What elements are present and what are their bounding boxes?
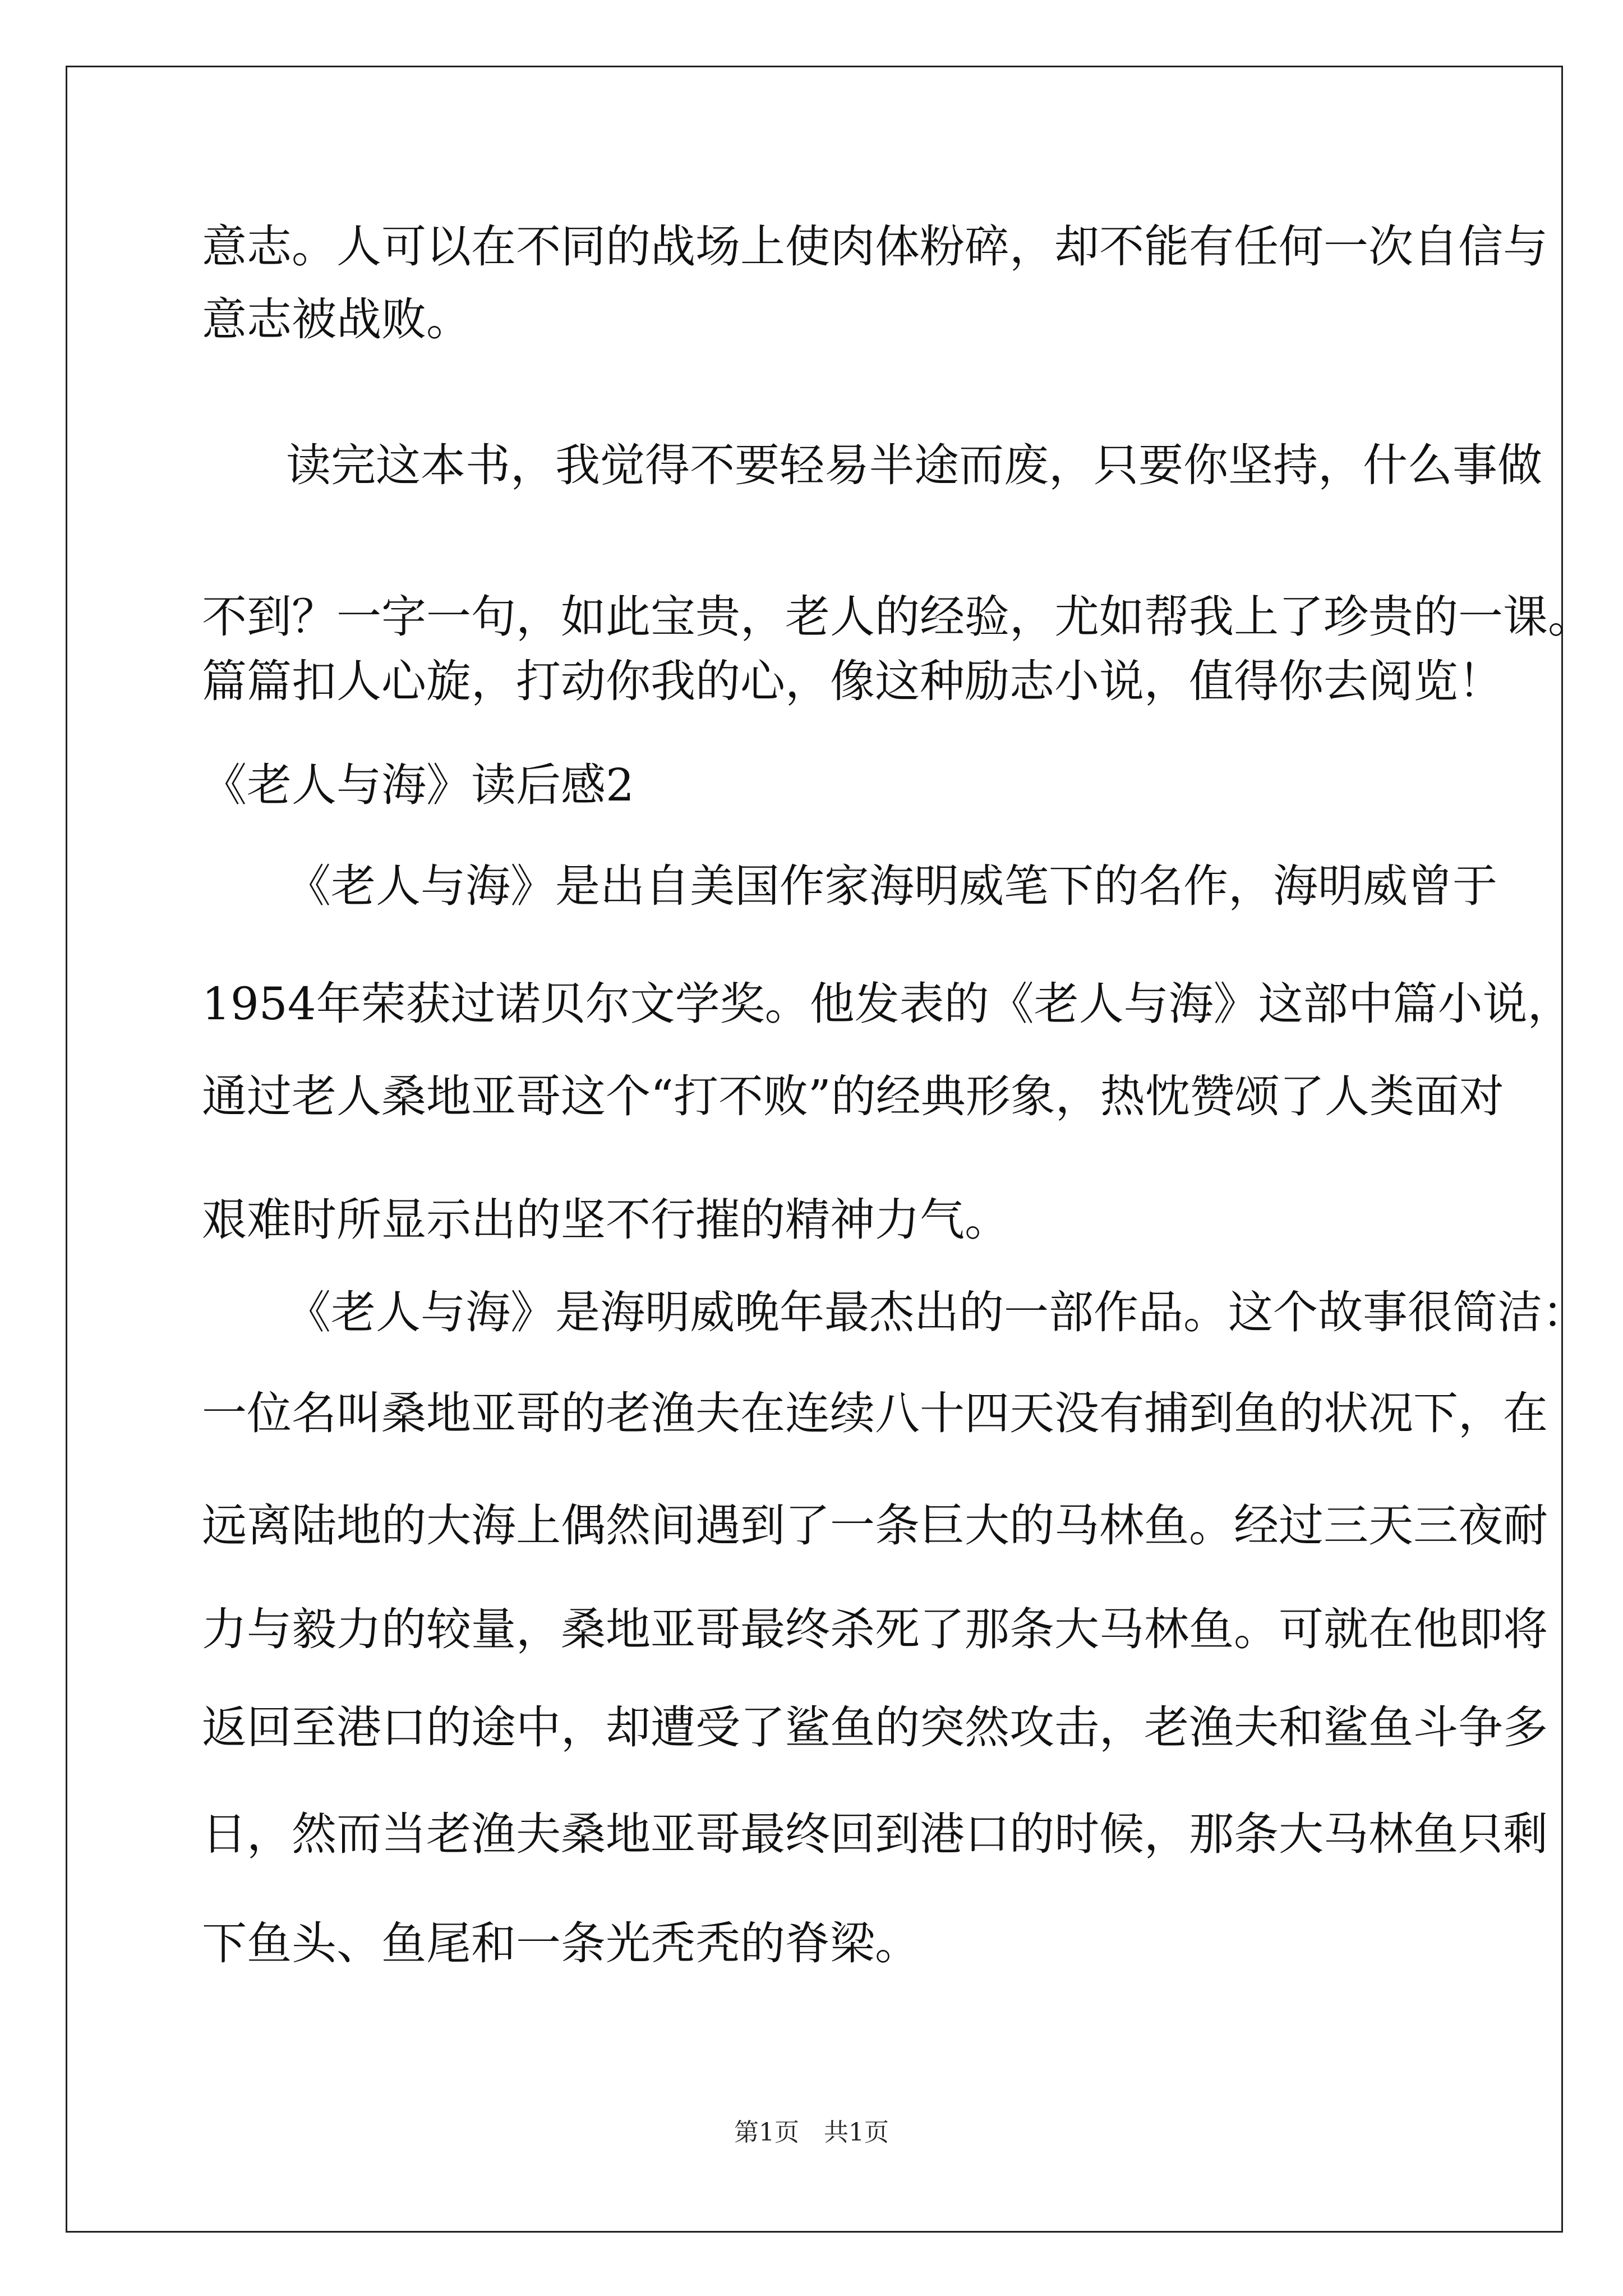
section-heading: 《老人与海》读后感2 [202,759,634,811]
text-line: 下鱼头、鱼尾和一条光秃秃的脊梁。 [202,1917,920,1970]
text-line: 意志被战败。 [202,293,471,346]
text-line: 1954年荣获过诺贝尔文学奖。他发表的《老人与海》这部中篇小说， [202,978,1573,1030]
text-line: 意志。人可以在不同的战场上使肉体粉碎，却不能有任何一次自信与 [202,220,1548,273]
text-line: 返回至港口的途中，却遭受了鲨鱼的突然攻击，老渔夫和鲨鱼斗争多 [202,1701,1548,1754]
text-line: 不到？一字一句，如此宝贵，老人的经验，尤如帮我上了珍贵的一课。 [202,591,1593,643]
text-line: 一位名叫桑地亚哥的老渔夫在连续八十四天没有捕到鱼的状况下，在 [202,1387,1548,1439]
text-line: 力与毅力的较量，桑地亚哥最终杀死了那条大马林鱼。可就在他即将 [202,1603,1548,1655]
text-line: 远离陆地的大海上偶然间遇到了一条巨大的马林鱼。经过三天三夜耐 [202,1499,1548,1552]
page-frame [66,66,1563,2233]
text-line: 日，然而当老渔夫桑地亚哥最终回到港口的时候，那条大马林鱼只剩 [202,1808,1548,1860]
text-line: 艰难时所显示出的坚不行摧的精神力气。 [202,1194,1009,1246]
text-line: 篇篇扣人心旋，打动你我的心，像这种励志小说，值得你去阅览！ [202,655,1503,707]
text-line: 读完这本书，我觉得不要轻易半途而废，只要你坚持，什么事做 [286,439,1542,491]
text-line: 通过老人桑地亚哥这个“打不败”的经典形象，热忱赞颂了人类面对 [202,1070,1504,1122]
text-line: 《老人与海》是海明威晚年最杰出的一部作品。这个故事很简洁： [286,1286,1587,1338]
text-line: 《老人与海》是出自美国作家海明威笔下的名作，海明威曾于 [286,860,1497,912]
page-number: 第1页 共1页 [734,2118,889,2147]
